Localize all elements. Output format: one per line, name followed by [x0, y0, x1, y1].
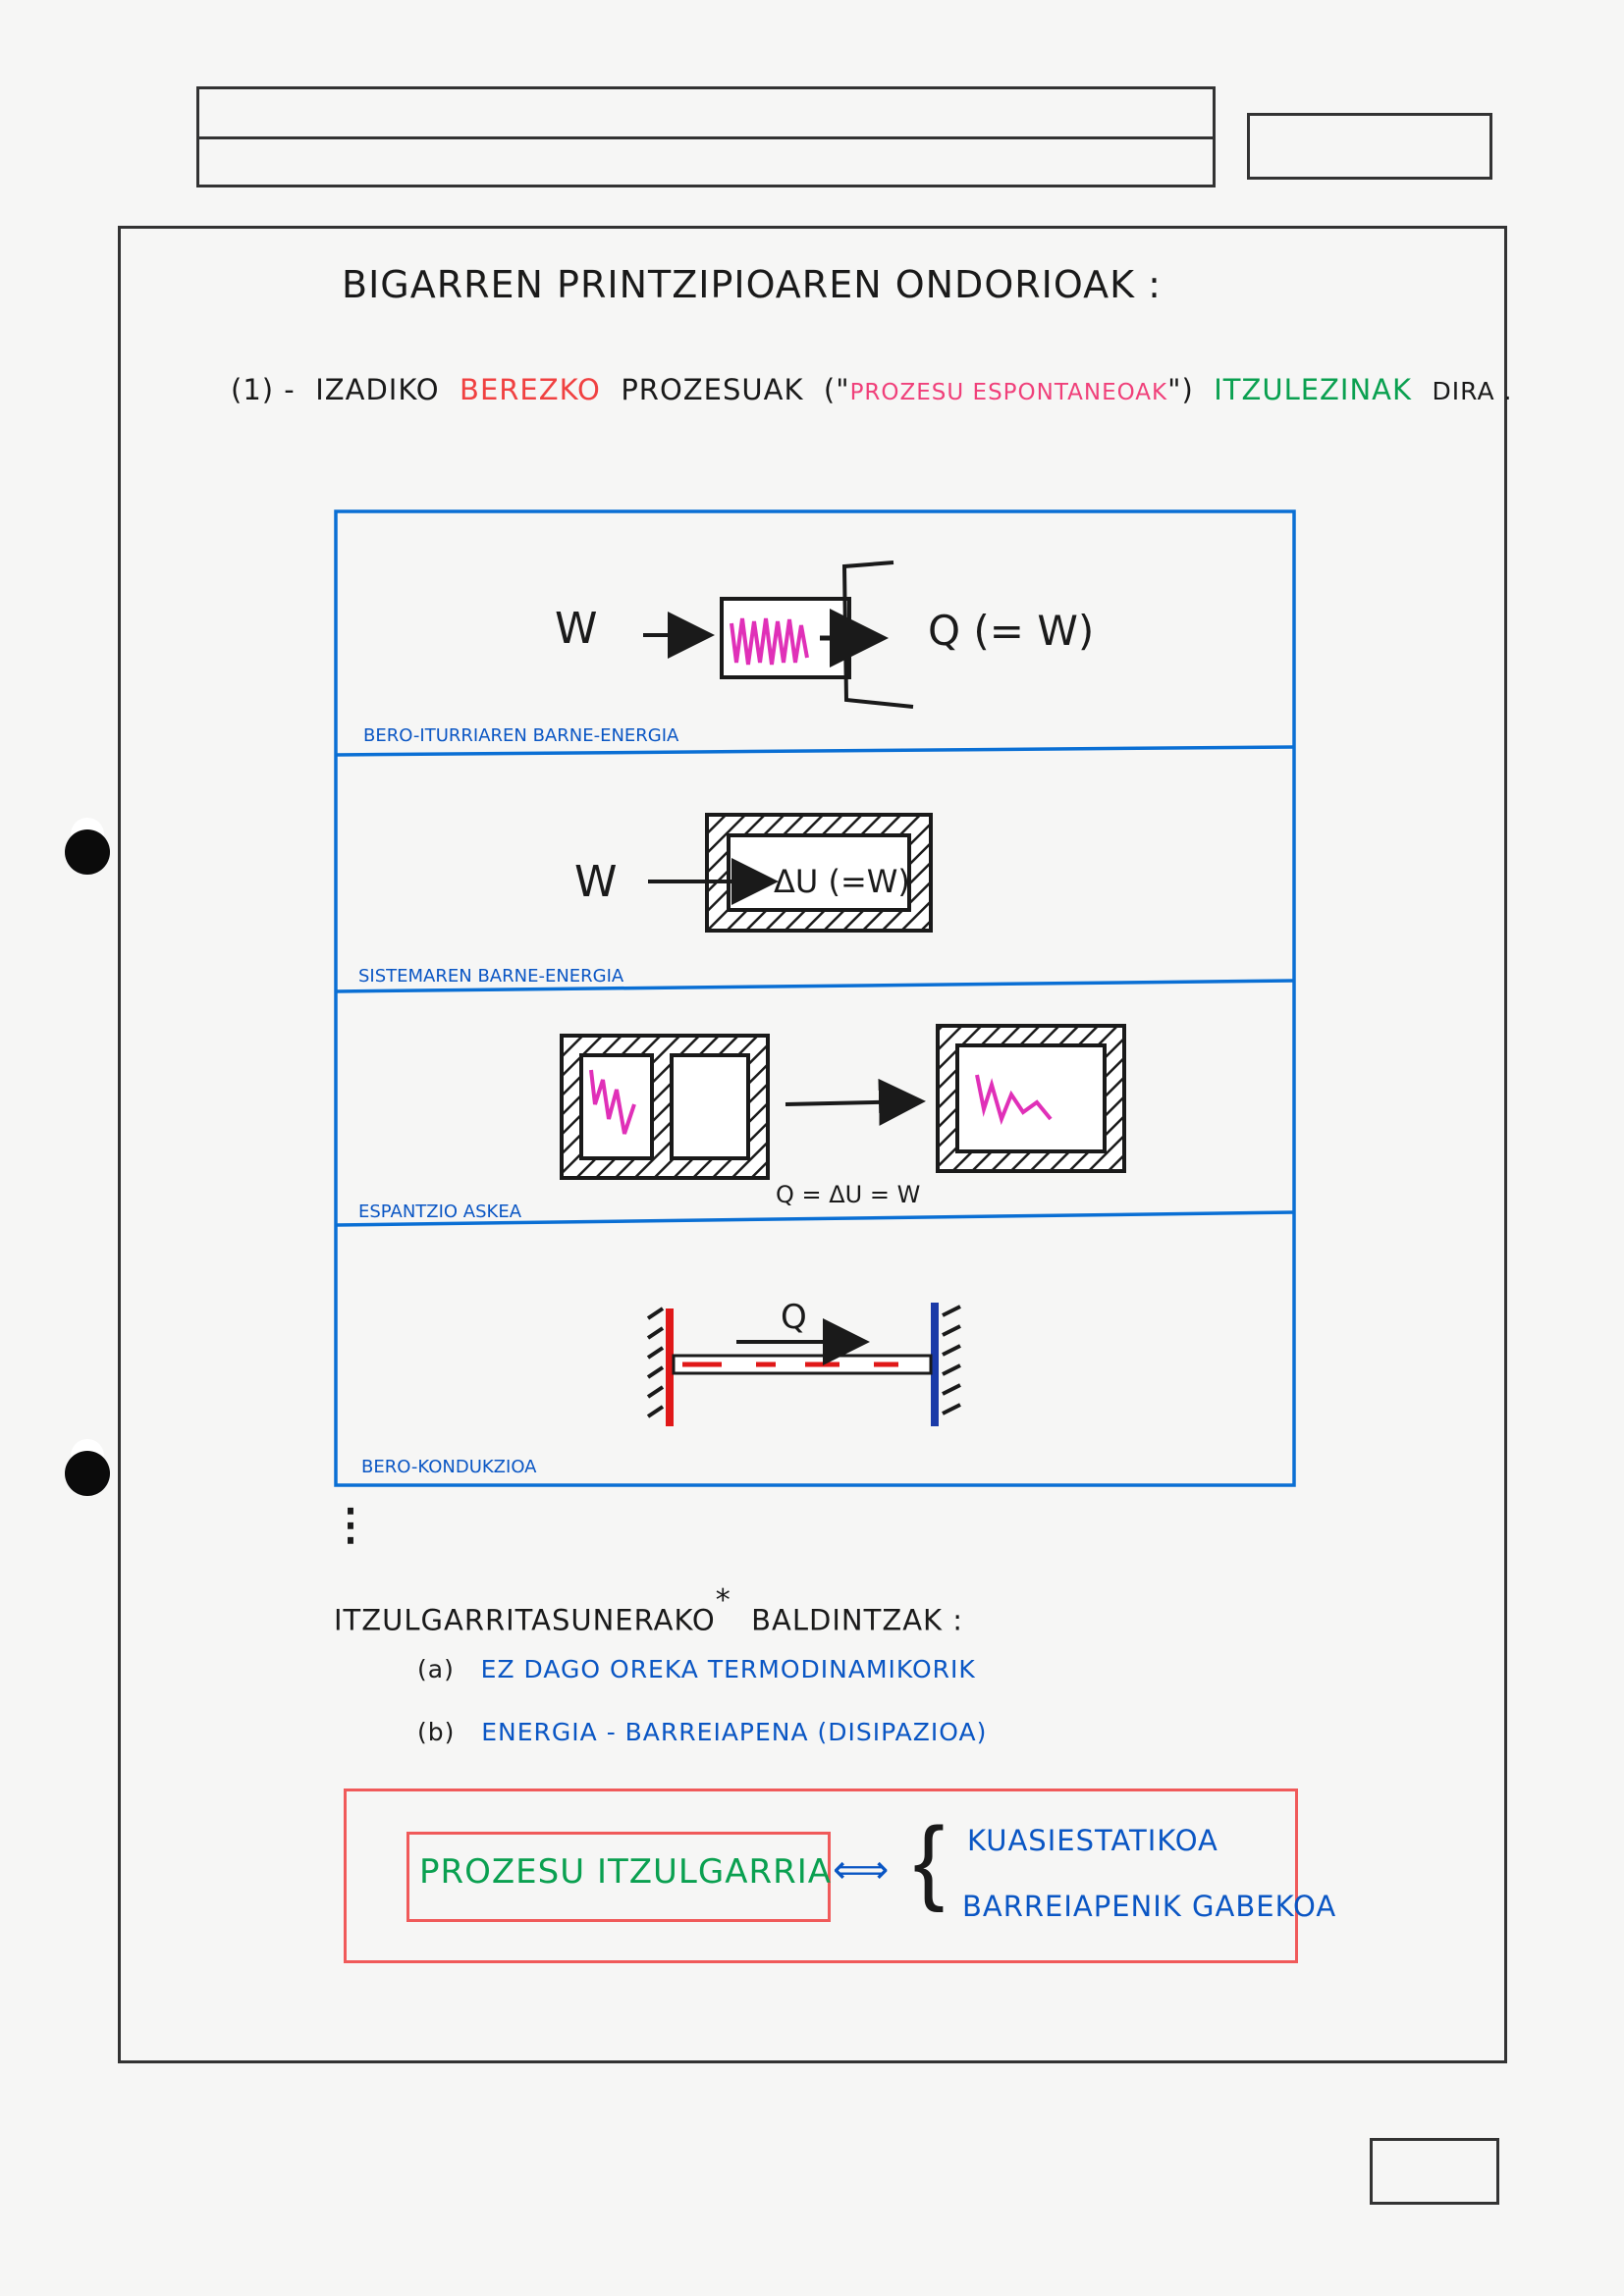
statement-word-izadiko: IZADIKO — [315, 373, 440, 406]
nondissipative-label: BARREIAPENIK GABEKOA — [962, 1890, 1337, 1923]
statement-word-berezko: BEREZKO — [460, 373, 601, 406]
quasistatic-label: KUASIESTATIKOA — [967, 1824, 1218, 1857]
panel3-right-container-inner — [957, 1045, 1105, 1151]
panel4-caption: BERO-KONDUKZIOA — [361, 1457, 537, 1477]
panel4-left-hatching — [648, 1308, 663, 1416]
header-grade-box — [1247, 113, 1492, 180]
panel3-equation: Q = ΔU = W — [776, 1181, 921, 1208]
conditions-title — [334, 1583, 964, 1637]
panel4-heat-label: Q — [781, 1298, 807, 1337]
reversible-process-label: PROZESU ITZULGARRIA — [419, 1852, 832, 1892]
panel1-caption: BERO-ITURRIAREN BARNE-ENERGIA — [363, 725, 679, 746]
panel3-caption: ESPANTZIO ASKEA — [358, 1201, 522, 1222]
conditions-asterisk: * — [715, 1583, 731, 1618]
statement-paren-open: (" — [823, 373, 850, 406]
condition-a-text: EZ DAGO OREKA TERMODINAMIKORIK — [480, 1655, 976, 1683]
condition-b-text: ENERGIA - BARREIAPENA (DISIPAZIOA) — [481, 1718, 988, 1746]
conditions-title-word: ITZULGARRITASUNERAKO — [334, 1603, 716, 1637]
binder-hole-bottom — [65, 1451, 110, 1496]
condition-a-marker: (a) — [417, 1655, 455, 1683]
statement-spontaneous: PROZESU ESPONTANEOAK — [849, 380, 1168, 405]
statement-irreversible: ITZULEZINAK — [1214, 373, 1413, 406]
statement-paren-close: ") — [1167, 373, 1194, 406]
panel2-energy-label: ΔU (=W) — [774, 863, 910, 900]
equivalence-arrow: ⟺ — [833, 1848, 890, 1892]
binder-hole-top — [65, 829, 110, 875]
processes-diagram — [324, 496, 1306, 1497]
statement-word-prozesuak: PROZESUAK — [621, 373, 804, 406]
panel1-bracket — [844, 562, 913, 707]
statement-line — [231, 373, 1512, 406]
panel3-expansion-arrow — [785, 1101, 918, 1104]
panel1-heat-label: Q (= W) — [928, 607, 1095, 655]
curly-brace: { — [913, 1808, 946, 1913]
panel2-caption: SISTEMAREN BARNE-ENERGIA — [358, 966, 624, 987]
condition-b — [417, 1718, 987, 1746]
condition-a — [417, 1655, 976, 1683]
panel3-right-chamber — [672, 1055, 748, 1158]
conditions-title-suffix: BALDINTZAK : — [751, 1603, 964, 1637]
page-heading: BIGARREN PRINTZIPIOAREN ONDORIOAK : — [342, 263, 1162, 306]
vertical-ellipsis: ⋮ — [329, 1501, 372, 1549]
panel2-work-label: W — [574, 857, 618, 907]
panel4-right-hatching — [943, 1307, 960, 1414]
header-title-box-top — [196, 86, 1216, 139]
header-title-box-bottom — [196, 136, 1216, 187]
panel1-work-label: W — [555, 604, 598, 654]
statement-verb: DIRA . — [1432, 377, 1513, 405]
condition-b-marker: (b) — [417, 1718, 456, 1746]
statement-number: (1) - — [231, 373, 296, 406]
panel-divider-1 — [336, 747, 1294, 755]
page-number-box — [1370, 2138, 1499, 2205]
